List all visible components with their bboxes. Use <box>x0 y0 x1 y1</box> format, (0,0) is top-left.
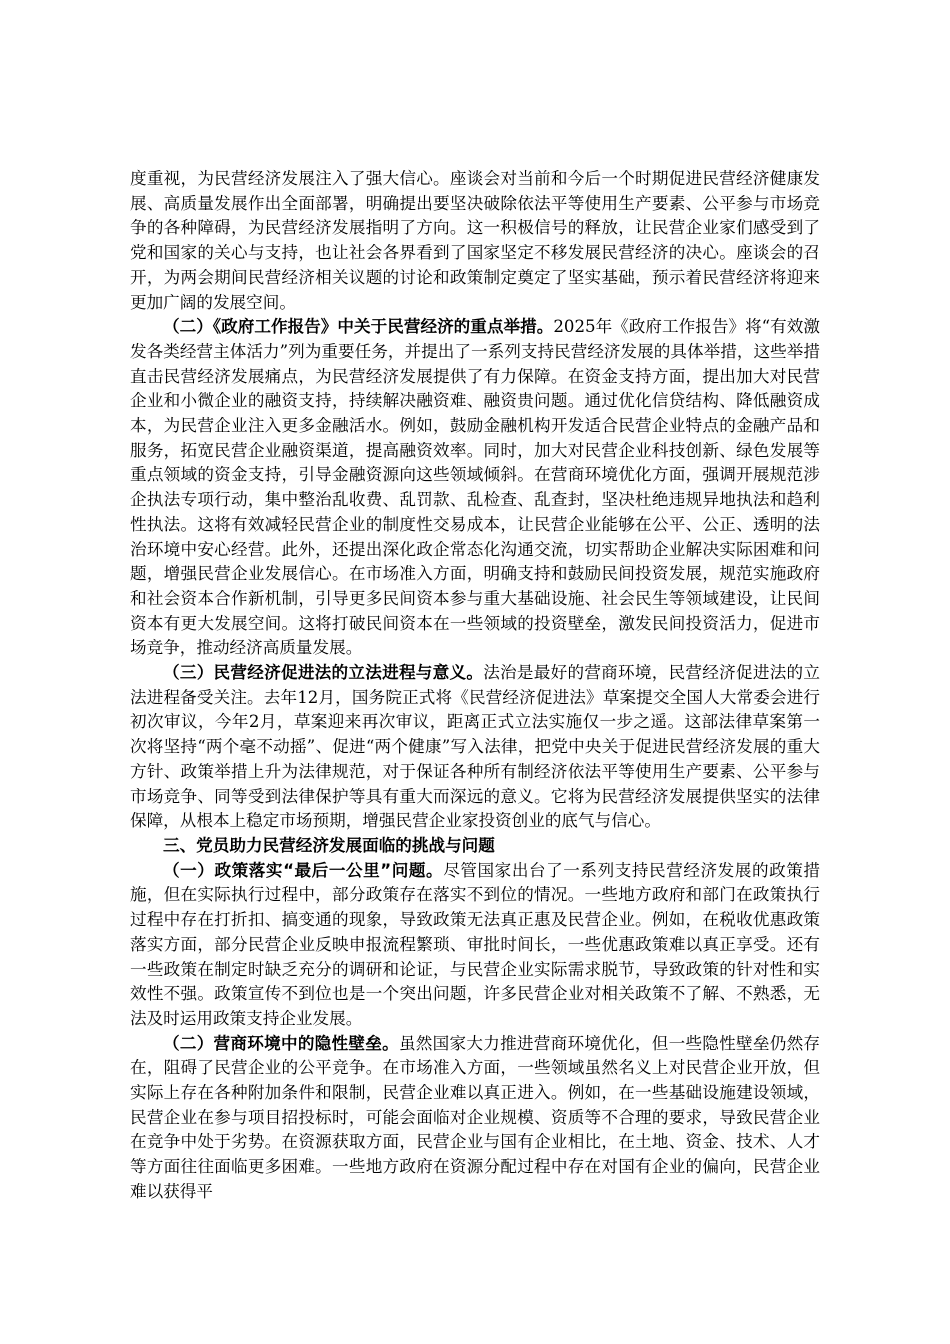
paragraph-hidden-barriers <box>130 1032 820 1205</box>
paragraph-lead: （二）《政府工作报告》中关于民营经济的重点举措。 <box>163 317 554 337</box>
paragraph-body: 虽然国家大力推进营商环境优化，但一些隐性壁垒仍然存在，阻碍了民营企业的公平竞争。在市场准入方面，一些领域虽然名义上对民营企业开放，但实际上存在各种附加条件和限制，民营企业难以真正进入。例如，在一些基础设施建设领域，民营企业在参与项目招投标时，可能会面临对企业规模、资质等不合理的要求，导致民营企业在竞争中处于劣势。在资源获取方面，民营企业与国有企业相比，在土地、资金、技术、人才等方面往往面临更多困难。一些地方政府在资源分配过程中存在对国有企业的偏向，民营企业难以获得平 <box>130 1033 821 1201</box>
paragraph-lead: （一）政策落实“最后一公里”问题。 <box>163 860 444 880</box>
paragraph-lead: （二）营商环境中的隐性壁垒。 <box>163 1033 399 1053</box>
paragraph-body: 尽管国家出台了一系列支持民营经济发展的政策措施，但在实际执行过程中，部分政策存在落实不到位的情况。一些地方政府和部门在政策执行过程中存在打折扣、搞变通的现象，导致政策无法真正惠及民营企业。例如，在税收优惠政策落实方面，部分民营企业反映申报流程繁琐、审批时间长，一些优惠政策难以真正享受。还有一些政策在制定时缺乏充分的调研和论证，与民营企业实际需求脱节，导致政策的针对性和实效性不强。政策宣传不到位也是一个突出问题，许多民营企业对相关政策不了解、不熟悉，无法及时运用政策支持企业发展。 <box>130 860 821 1028</box>
paragraph-promotion-law <box>130 661 820 834</box>
paragraph-body: 度重视，为民营经济发展注入了强大信心。座谈会对当前和今后一个时期促进民营经济健康发展、高质量发展作出全面部署，明确提出要坚决破除依法平等使用生产要素、公平参与市场竞争的各种障碍，为民营经济发展指明了方向。这一积极信号的释放，让民营企业家们感受到了党和国家的关心与支持，也让社会各界看到了国家坚定不移发展民营经济的决心。座谈会的召开，为两会期间民营经济相关议题的讨论和政策制定奠定了坚实基础，预示着民营经济将迎来更加广阔的发展空间。 <box>130 169 820 312</box>
paragraph-body: 2025年《政府工作报告》将“有效激发各类经营主体活力”列为重要任务，并提出了一系列支持民营经济发展的具体举措，这些举措直击民营经济发展痛点，为民营经济发展提供了有力保障。在资金支持方面，提出加大对民营企业和小微企业的融资支持，持续解决融资难、融资贵问题。通过优化信贷结构、降低融资成本，为民营企业注入更多金融活水。例如，鼓励金融机构开发适合民营企业特点的金融产品和服务，拓宽民营企业融资渠道，提高融资效率。同时，加大对民营企业科技创新、绿色发展等重点领域的资金支持，引导金融资源向这些领域倾斜。在营商环境优化方面，强调开展规范涉企执法专项行动，集中整治乱收费、乱罚款、乱检查、乱查封，坚决杜绝违规异地执法和趋利性执法。这将有效减轻民营企业的制度性交易成本，让民营企业能够在公平、公正、透明的法治环境中安心经营。此外，还提出深化政企常态化沟通交流，切实帮助企业解决实际困难和问题，增强民营企业发展信心。在市场准入方面，明确支持和鼓励民间投资发展，规范实施政府和社会资本合作新机制，引导更多民间资本参与重大基础设施、社会民生等领域建设，让民间资本有更大发展空间。这将打破民间资本在一些领域的投资壁垒，激发民间投资活力，促进市场竞争，推动经济高质量发展。 <box>130 317 820 658</box>
paragraph-body: 法治是最好的营商环境，民营经济促进法的立法进程备受关注。去年12月，国务院正式将《民营经济促进法》草案提交全国人大常委会进行初次审议，今年2月，草案迎来再次审议，距离正式立法实施仅一步之遥。这部法律草案第一次将坚持“两个毫不动摇”、促进“两个健康”写入法律，把党中央关于促进民营经济发展的重大方针、政策举措上升为法律规范，对于保证各种所有制经济依法平等使用生产要素、公平参与市场竞争、同等受到法律保护等具有重大而深远的意义。它将为民营经济发展提供坚实的法律保障，从根本上稳定市场预期，增强民营企业家投资创业的底气与信心。 <box>130 663 820 831</box>
section-heading: 三、党员助力民营经济发展面临的挑战与问题 <box>163 835 495 855</box>
paragraph-policy-implementation <box>130 859 820 1032</box>
document-page <box>130 167 820 1205</box>
paragraph-lead: （三）民营经济促进法的立法进程与意义。 <box>163 663 484 683</box>
paragraph-symposium-continued <box>130 167 820 315</box>
paragraph-government-report <box>130 315 820 661</box>
